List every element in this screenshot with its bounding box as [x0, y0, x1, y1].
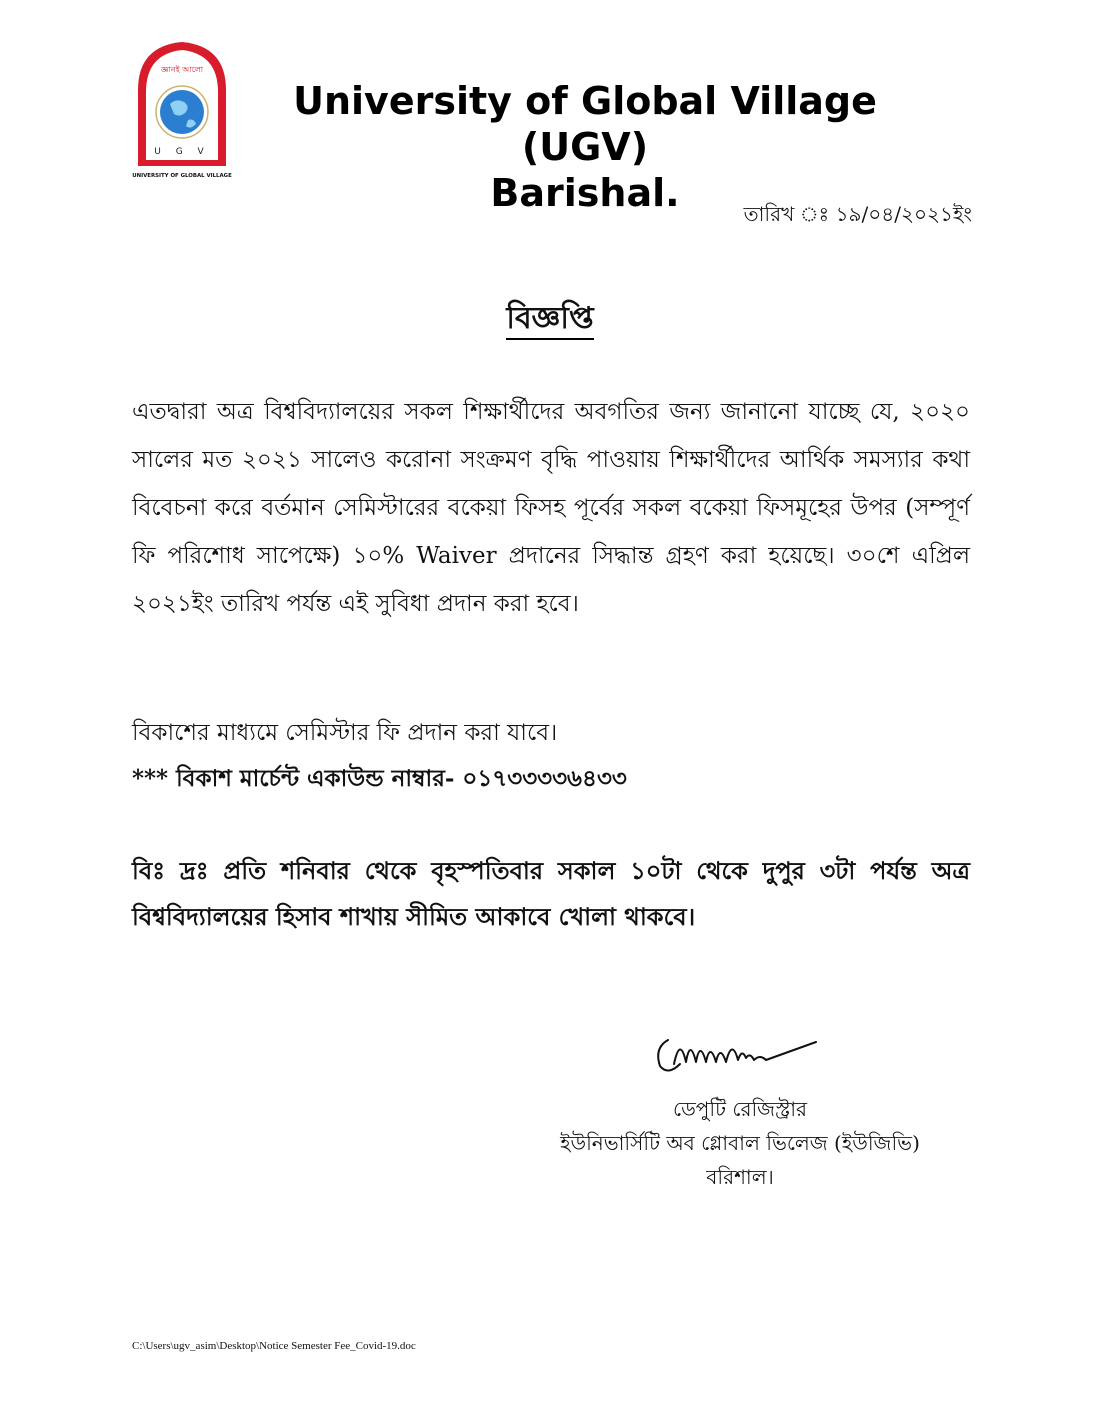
signatory-block	[540, 1092, 940, 1194]
logo-arc-text: জ্ঞানই আলো	[160, 65, 204, 74]
title-line-1: University of Global Village (UGV)	[293, 79, 877, 169]
university-title	[240, 78, 930, 216]
notice-heading	[0, 294, 1100, 345]
file-path-footer: C:\Users\ugv_asim\Desktop\Notice Semester Fee_Covid-19.doc	[132, 1340, 416, 1352]
signatory-designation: ডেপুটি রেজিস্ট্রার	[672, 1097, 808, 1121]
university-logo	[132, 38, 232, 180]
signature	[650, 1018, 820, 1082]
logo-letters: U G V	[154, 147, 210, 157]
logo-caption: UNIVERSITY OF GLOBAL VILLAGE	[132, 173, 232, 179]
merchant-number-line: *** বিকাশ মার্চেন্ট একাউন্ড নাম্বার- ০১৭৩৩৩৩৬৪৩৩	[132, 765, 627, 792]
notice-date: তারিখ ঃ ১৯/০৪/২০২১ইং	[743, 202, 972, 226]
signatory-city: বরিশাল।	[706, 1165, 774, 1189]
notice-heading-text: বিজ্ঞপ্তি	[506, 301, 593, 340]
title-line-2: Barishal.	[490, 171, 680, 215]
office-hours-note: বিঃ দ্রঃ প্রতি শনিবার থেকে বৃহস্পতিবার সকাল ১০টা থেকে দুপুর ৩টা পর্যন্ত অত্র বিশ্ববিদ্যালয়ের হিসাব শাখায় সীমিত আকাবে খোলা থাকবে।	[132, 856, 970, 931]
notice-body: এতদ্বারা অত্র বিশ্ববিদ্যালয়ের সকল শিক্ষার্থীদের অবগতির জন্য জানানো যাচ্ছে যে, ২০২০ সালের মত ২০২১ সালেও করোনা সংক্রমণ বৃদ্ধি পাওয়ায় শিক্ষার্থীদের আর্থিক সমস্যার কথা বিবেচনা করে বর্তমান সেমিস্টারের বকেয়া ফিসহ পূর্বের সকল বকেয়া ফিসমূহের উপর (সম্পূর্ণ ফি পরিশোধ সাপেক্ষে) ১০% Waiver প্রদানের সিদ্ধান্ত গ্রহণ করা হয়েছে। ৩০শে এপ্রিল ২০২১ইং তারিখ পর্যন্ত এই সুবিধা প্রদান করা হবে।	[132, 399, 970, 617]
payment-method-line: বিকাশের মাধ্যমে সেমিস্টার ফি প্রদান করা যাবে।	[132, 720, 558, 746]
signatory-institution: ইউনিভার্সিটি অব গ্লোবাল ভিলেজ (ইউজিভি)	[560, 1131, 920, 1155]
